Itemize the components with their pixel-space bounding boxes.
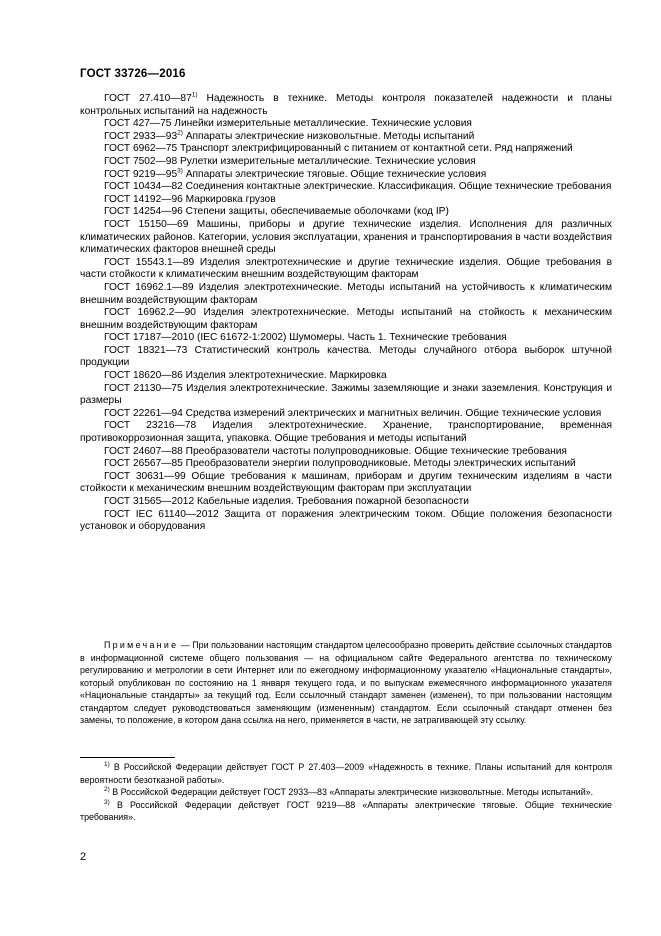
reference-item	[80, 471, 612, 496]
reference-title: Надежность в технике. Методы контроля показателей надежности и планы контрольных испытаний на надежность	[80, 93, 612, 117]
reference-item	[80, 156, 612, 169]
reference-code: ГОСТ 427—75	[104, 118, 172, 130]
reference-code: ГОСТ 15543.1—89	[104, 256, 195, 268]
reference-title: Рулетки измерительные металлические. Технические условия	[177, 155, 476, 167]
reference-title: Преобразователи частоты полупроводниковые. Общие технические требования	[182, 445, 567, 457]
reference-title: Соединения контактные электрические. Классификация. Общие технические требования	[182, 181, 612, 193]
reference-code: ГОСТ 16962.1—89	[104, 281, 194, 293]
reference-code: ГОСТ 15150—69	[104, 218, 189, 230]
note-label: Примечание	[104, 640, 179, 650]
reference-title: Степени защиты, обеспечиваемые оболочками (код IP)	[182, 206, 449, 218]
footnote-item	[80, 761, 612, 786]
reference-title: Изделия электротехнические. Хранение, транспортирование, временная противокоррозионная защита, упаковка. Общие требования и методы испытаний	[80, 420, 612, 445]
reference-title: Средства измерений электрических и магнитных величин. Общие технические условия	[182, 407, 602, 419]
reference-code: ГОСТ 26567—85	[104, 458, 183, 470]
reference-code: ГОСТ 18321—73	[104, 344, 188, 356]
reference-title: Шумомеры. Часть 1. Технические требования	[286, 332, 507, 344]
footnote-item	[80, 799, 612, 824]
footnote-mark: 3)	[104, 798, 110, 806]
reference-code: ГОСТ 14192—96	[104, 193, 183, 205]
reference-title: Преобразователи энергии полупроводниковые. Методы электрических испытаний	[182, 458, 576, 470]
footnotes	[80, 761, 612, 824]
reference-code: ГОСТ 14254—96	[104, 206, 183, 218]
reference-code: ГОСТ 27.410—87	[104, 93, 192, 104]
reference-title: Изделия электротехнические. Методы испытаний на стойкость к механическим внешним воздействующим факторам	[80, 307, 612, 331]
reference-title: Кабельные изделия. Требования пожарной безопасности	[194, 496, 469, 507]
note-paragraph	[80, 639, 612, 727]
footnote-mark: 2)	[104, 786, 110, 794]
reference-title: Защита от поражения электрическим током. Общие положения безопасности установок и оборудования	[80, 508, 612, 533]
reference-title: Изделия электротехнические и другие технические изделия. Общие требования в части стойкости к климатическим внешним воздействующим факторам	[80, 256, 612, 281]
footnote-text: В Российской Федерации действует ГОСТ 9219—88 «Аппараты электрические тяговые. Общие технические требования».	[80, 799, 612, 822]
reference-title: Транспорт электрифицированный с питанием от контактной сети. Ряд напряжений	[177, 143, 573, 155]
footnote-divider	[80, 757, 175, 758]
reference-title: Изделия электротехнические. Зажимы заземляющие и знаки заземления. Конструкция и размеры	[80, 382, 613, 407]
reference-item	[80, 383, 612, 408]
reference-item	[80, 131, 612, 144]
reference-title: Машины, приборы и другие технические изделия. Исполнения для различных климатических районов. Категории, условия эксплуатации, хранения и транспортирования в части воздействия климатических факторов внешней среды	[80, 218, 612, 256]
reference-code: ГОСТ 17187—2010 (IEC 61672-1:2002)	[104, 332, 287, 344]
reference-title: Изделия электротехнические. Маркировка	[182, 370, 387, 382]
reference-item	[80, 93, 612, 118]
reference-code: ГОСТ 24607—88	[104, 445, 183, 457]
reference-item	[80, 219, 612, 257]
reference-item	[80, 282, 612, 307]
footnote-mark: 1)	[104, 761, 110, 769]
reference-code: ГОСТ 9219—95	[104, 168, 178, 180]
reference-code: ГОСТ 10434—82	[104, 181, 183, 193]
reference-code: ГОСТ 30631—99	[104, 470, 186, 482]
reference-item	[80, 446, 612, 459]
reference-item	[80, 496, 612, 509]
footnote-ref: 3)	[177, 167, 183, 175]
footnote-item	[80, 786, 612, 799]
reference-title: Общие требования к машинам, приборам и другим техническим изделиям в части стойкости к механическим внешним воздействующим факторам при эксплуатации	[80, 470, 612, 495]
reference-title: Маркировка грузов	[182, 193, 276, 205]
reference-code: ГОСТ 16962.2—90	[104, 307, 196, 319]
normative-references-list	[80, 93, 612, 534]
reference-item	[80, 206, 612, 219]
reference-code: ГОСТ 7502—98	[104, 155, 178, 167]
reference-code: ГОСТ 6962—75	[104, 143, 178, 155]
page-number: 2	[80, 851, 87, 863]
reference-item	[80, 332, 612, 345]
reference-item	[80, 370, 612, 383]
reference-code: ГОСТ 21130—75	[104, 382, 183, 394]
reference-item	[80, 420, 612, 445]
reference-code: ГОСТ 18620—86	[104, 370, 183, 382]
reference-title: Линейки измерительные металлические. Технические условия	[171, 118, 472, 130]
reference-item	[80, 257, 612, 282]
reference-title: Статистический контроль качества. Методы случайного отбора выборок штучной продукции	[80, 344, 612, 369]
footnote-text: В Российской Федерации действует ГОСТ 2933—83 «Аппараты электрические низковольтные. Методы испытаний».	[109, 787, 594, 797]
reference-item	[80, 345, 612, 370]
reference-item	[80, 307, 612, 332]
footnote-ref: 2)	[177, 129, 183, 137]
footnote-text: В Российской Федерации действует ГОСТ Р 27.403—2009 «Надежность в технике. Планы испытаний для контроля вероятности безотказной работы».	[80, 762, 612, 785]
reference-item	[80, 118, 612, 131]
reference-item	[80, 458, 612, 471]
reference-item	[80, 169, 612, 182]
reference-item	[80, 408, 612, 421]
reference-item	[80, 509, 612, 534]
document-header: ГОСТ 33726—2016	[80, 68, 186, 80]
reference-item	[80, 181, 612, 194]
reference-code: ГОСТ 22261—94	[104, 407, 183, 419]
footnote-ref: 1)	[191, 91, 198, 99]
reference-title: Аппараты электрические низковольтные. Методы испытаний	[182, 130, 475, 142]
note-text: — При пользовании настоящим стандартом целесообразно проверить действие ссылочных стандартов в информационной системе общего пользования — на официальном сайте Федерального агентства по техническому регулированию и метрологии в сети Интернет или по ежегодному информационному указателю «Национальные стандарты», который опубликован по состоянию на 1 января текущего года, и по выпускам ежемесячного информационного указателя «Национальные стандарты» за текущий год. Если ссылочный стандарт заменен (изменен), то при пользовании настоящим стандартом следует руководствоваться заменяющим (измененным) стандартом. Если ссылочный стандарт отменен без замены, то положение, в котором дана ссылка на него, применяется в части, не затрагивающей эту ссылку.	[80, 640, 612, 725]
reference-code: ГОСТ IEC 61140—2012	[104, 508, 219, 520]
reference-item	[80, 194, 612, 207]
reference-title: Изделия электротехнические. Методы испытаний на устойчивость к климатическим внешним воздействующим факторам	[80, 281, 612, 306]
reference-title: Аппараты электрические тяговые. Общие технические условия	[182, 168, 487, 180]
reference-code: ГОСТ 31565—2012	[104, 496, 195, 507]
reference-item	[80, 143, 612, 156]
reference-code: ГОСТ 2933—93	[104, 130, 178, 142]
reference-code: ГОСТ 23216—78	[104, 420, 197, 432]
